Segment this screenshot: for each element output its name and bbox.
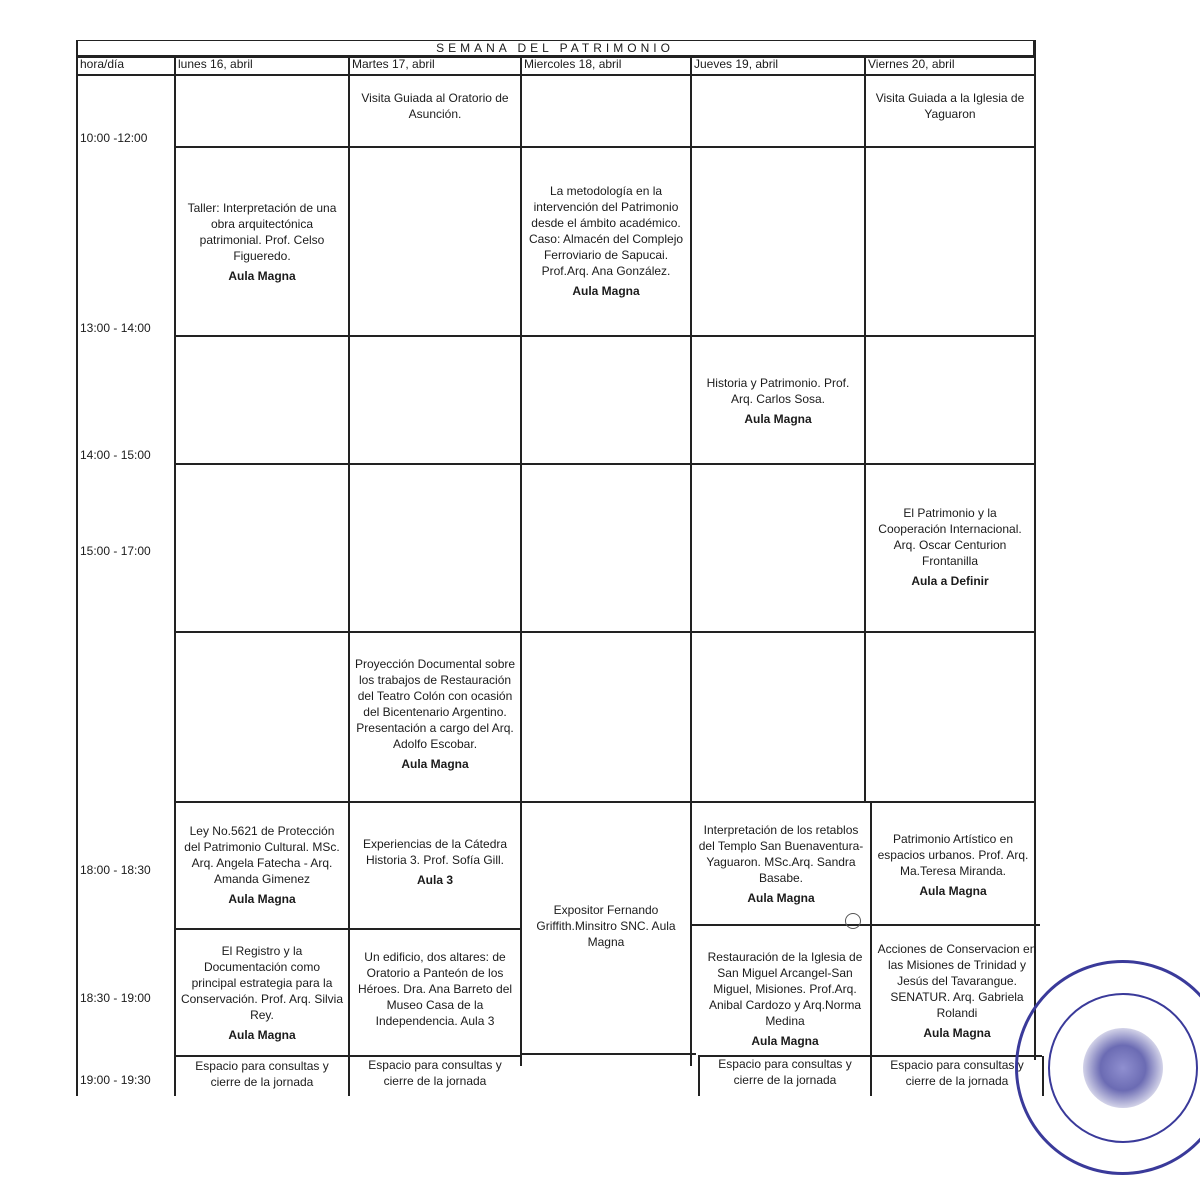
session-mon-1800: Ley No.5621 de Protección del Patrimonio Cultural. MSc. Arq. Angela Fatecha - Arq. Amanda Gimenez Aula Magna <box>184 824 340 906</box>
header-lunes: lunes 16, abril <box>178 57 253 71</box>
scan-mark-circle <box>845 913 861 929</box>
grid-line-col5a <box>864 56 866 801</box>
header-jueves: Jueves 19, abril <box>694 57 779 71</box>
stamp-emblem <box>1083 1028 1163 1108</box>
header-martes: Martes 17, abril <box>352 57 435 71</box>
grid-line-row2 <box>174 335 1034 337</box>
grid-line-title-bottom <box>76 56 1034 58</box>
session-fri-1800: Patrimonio Artístico en espacios urbanos. Prof. Arq. Ma.Teresa Miranda. Aula Magna <box>877 832 1029 898</box>
session-tue-1800: Experiencias de la Cátedra Historia 3. Prof. Sofía Gill. Aula 3 <box>362 837 508 887</box>
grid-line-row4 <box>174 631 1034 633</box>
grid-line-col4 <box>690 56 692 1066</box>
grid-line-row7-mid <box>520 1053 696 1055</box>
time-slot: 13:00 - 14:00 <box>80 321 151 335</box>
time-slot: 19:00 - 19:30 <box>80 1073 151 1087</box>
header-viernes: Viernes 20, abril <box>868 57 955 71</box>
grid-line-right <box>1034 40 1036 1060</box>
time-slot: 18:30 - 19:00 <box>80 991 151 1005</box>
header-miercoles: Miercoles 18, abril <box>524 57 622 71</box>
session-wed-1300: La metodología en la intervención del Patrimonio desde el ámbito académico. Caso: Almacén del Complejo Ferroviario de Sapucai. Prof.Arq. Ana González. Aula Magna <box>528 184 684 298</box>
grid-line-row1 <box>174 146 1034 148</box>
session-thu-1900: Espacio para consultas y cierre de la jornada <box>718 1057 852 1087</box>
grid-line-left <box>76 40 78 1096</box>
grid-line-col2 <box>348 56 350 1096</box>
session-fri-1830: Acciones de Conservacion en las Misiones de Trinidad y Jesús del Tavarangue. SENATUR. Arq. Gabriela Rolandi Aula Magna <box>877 942 1037 1040</box>
session-fri-1500: El Patrimonio y la Cooperación Internacional. Arq. Oscar Centurion Frontanilla Aula a Definir <box>878 506 1022 588</box>
session-mon-1830: El Registro y la Documentación como principal estrategia para la Conservación. Prof. Arq. Silvia Rey. Aula Magna <box>180 944 344 1042</box>
session-thu-1830: Restauración de la Iglesia de San Miguel Arcangel-San Miguel, Misiones. Prof.Arq. Anibal Cardozo y Arq.Norma Medina Aula Magna <box>707 950 863 1048</box>
session-fri-1900: Espacio para consultas y cierre de la jornada <box>890 1058 1024 1088</box>
session-tue-1000: Visita Guiada al Oratorio de Asunción. <box>361 91 509 121</box>
time-slot: 18:00 - 18:30 <box>80 863 151 877</box>
session-fri-1000: Visita Guiada a la Iglesia de Yaguaron <box>875 91 1025 121</box>
grid-line-row6-right <box>690 924 1040 926</box>
grid-line-row5 <box>174 801 1034 803</box>
time-slot: 14:00 - 15:00 <box>80 448 151 462</box>
session-tue-1900: Espacio para consultas y cierre de la jornada <box>368 1058 502 1088</box>
grid-line-row6-left <box>174 928 520 930</box>
session-tue-1830: Un edificio, dos altares: de Oratorio a Panteón de los Héroes. Dra. Ana Barreto del Museo Casa de la Independencia. Aula 3 <box>357 950 513 1028</box>
header-hora-dia: hora/día <box>80 57 125 71</box>
grid-line-row3 <box>174 463 1034 465</box>
session-wed-1800: Expositor Fernando Griffith.Minsitro SNC. Aula Magna <box>536 903 676 949</box>
session-mon-1300: Taller: Interpretación de una obra arquitectónica patrimonial. Prof. Celso Figueredo. Aula Magna <box>187 201 337 283</box>
time-slot: 15:00 - 17:00 <box>80 544 151 558</box>
grid-line-header-bottom <box>76 74 1034 76</box>
schedule-title: SEMANA DEL PATRIMONIO <box>76 40 1034 56</box>
session-tue-1700: Proyección Documental sobre los trabajos de Restauración del Teatro Colón con ocasión del Bicentenario Argentino. Presentación a cargo del Arq. Adolfo Escobar. Aula Magna <box>354 657 516 771</box>
session-mon-1900: Espacio para consultas y cierre de la jornada <box>195 1059 329 1089</box>
time-slot: 10:00 -12:00 <box>80 131 148 145</box>
official-stamp-seal <box>1015 960 1200 1175</box>
session-thu-1400: Historia y Patrimonio. Prof. Arq. Carlos Sosa. Aula Magna <box>706 376 850 426</box>
session-thu-1800: Interpretación de los retablos del Templo San Buenaventura-Yaguaron. MSc.Arq. Sandra Basabe. Aula Magna <box>698 823 864 905</box>
